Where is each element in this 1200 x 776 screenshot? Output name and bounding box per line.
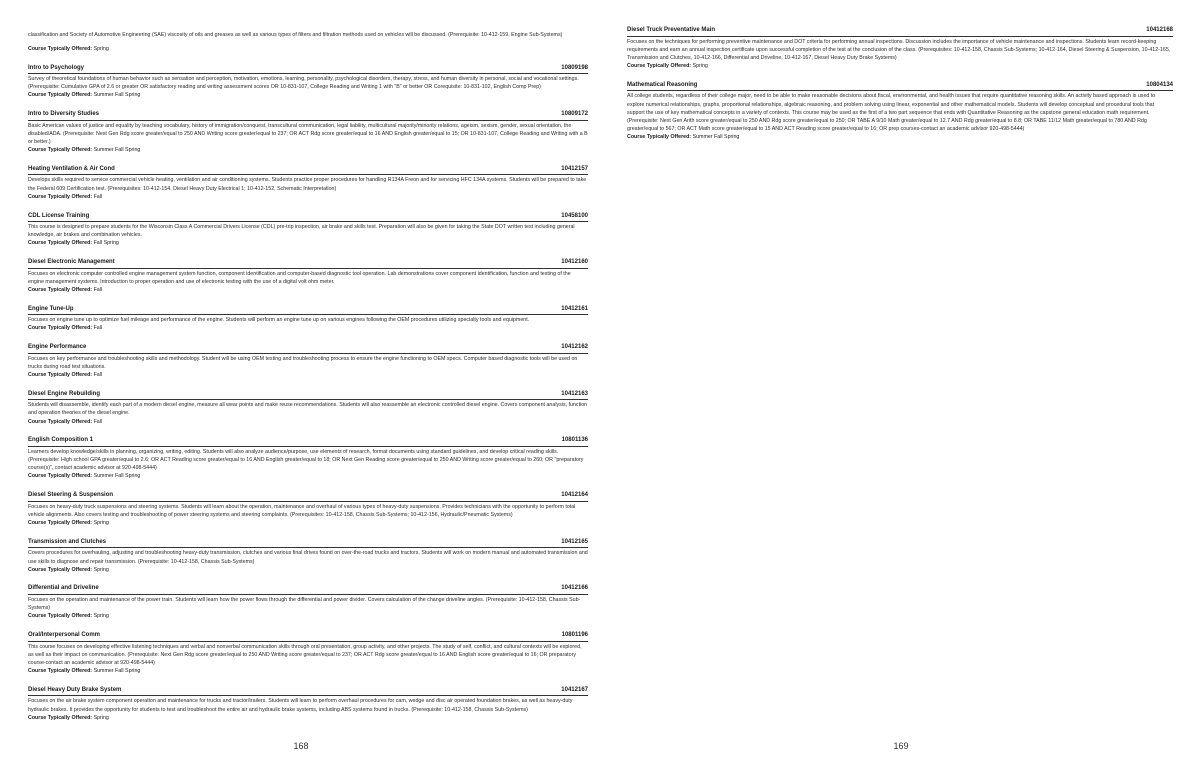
course-code: 10412162 [561, 344, 588, 351]
course-entry [28, 110, 588, 154]
course-offered [28, 472, 588, 480]
course-offered [28, 371, 588, 379]
course-title: Mathematical Reasoning [627, 81, 698, 88]
course-entry [28, 436, 588, 480]
course-offered [28, 91, 588, 99]
course-code: 10412160 [561, 259, 588, 266]
offered-terms: Summer Fall Spring [93, 668, 141, 675]
course-code: 10458100 [561, 212, 588, 219]
course-header [627, 81, 1173, 92]
course-title: Oral/Interpersonal Comm [28, 632, 101, 639]
continued-course [28, 31, 588, 53]
offered-label: Course Typically Offered: [28, 566, 93, 573]
right-course-list [627, 26, 1173, 142]
course-entry [28, 305, 588, 333]
course-offered [28, 667, 588, 675]
course-title: Heating Ventilation & Air Cond [28, 165, 115, 172]
course-description: Focuses on key performance and troubleshooting skills and methodology. Student will be using OEM testing and troubleshooting process to ensure the engine functioning to OEM specs. Computer based diagnostic tools will be used on trucks during road test situations. [28, 355, 578, 370]
course-title: Intro to Psychology [28, 64, 85, 71]
course-code: 10412157 [561, 165, 588, 172]
course-header [28, 390, 588, 401]
course-title: Diesel Steering & Suspension [28, 492, 114, 499]
offered-label: Course Typically Offered: [28, 147, 93, 154]
offered-label: Course Typically Offered: [28, 613, 93, 620]
course-description: This course focuses on developing effective listening techniques and verbal and nonverbal communication skills through oral presentation, group activity, and other projects. The study of self, conflict, and cultural contexts will be explored, as well as their impact on communication. (Prerequisite: Next Gen Rdg score greater/equal to 250 AND Writing score greater/equal to 237; OR ACT Rdg score greater/equal to 16 AND English score greater/equal to 16; OR preparatory course-contact an academic advisor at 920-498-5444) [28, 643, 582, 666]
course-code: 10412163 [561, 390, 588, 397]
course-offered [28, 324, 588, 332]
course-description: This course is designed to prepare students for the Wisconsin Class A Commercial Drivers License (CDL) pre-trip inspection, air brake and skills test. Preparation will also be given for taking the State DOT written test including general knowledge, air brakes and combination vehicles. [28, 224, 575, 239]
offered-label: Course Typically Offered: [28, 287, 93, 294]
course-offered [28, 146, 588, 154]
course-description: Focuses on the air brake system component operation and maintenance for trucks and tractor/trailers. Students will learn to perform overhaul procedures for cam, wedge and disc air operated foundation brakes, as well as heavy-duty hydraulic brakes. It provides the opportunity for students to test and troubleshoot the entire air and hydraulic brake systems, including ABS systems found in trucks. (Prerequisite: 10-412-158, Chassis Sub-Systems) [28, 698, 573, 713]
offered-label: Course Typically Offered: [28, 240, 93, 247]
course-description: Focuses on the techniques for performing preventive maintenance and DOT criteria for performing annual inspections. Discussion includes the importance of vehicle maintenance and inspections. Students learn record-keeping requirements and earn an annual inspection certificate upon successful completion of the test at the conclusion of the class. (Prerequisites: 10-412-158, Chassis Sub-Systems; 10-412-164, Diesel Steering & Suspension, 10-412-165, Transmission and Clutches, 10-412-166, Differential and Driveline, 10-412-167, Diesel Heavy Duty Brake Systems) [627, 38, 1171, 61]
course-title: Engine Tune-Up [28, 305, 74, 312]
course-offered: Course Typically Offered: Spring [28, 45, 109, 52]
offered-terms: Summer Fall Spring [93, 92, 141, 99]
course-code: 10804134 [1146, 81, 1173, 88]
course-entry [28, 631, 588, 675]
course-title: Diesel Heavy Duty Brake System [28, 686, 122, 693]
offered-terms: Spring [93, 566, 109, 573]
course-code: 10809198 [561, 64, 588, 71]
course-description: Survey of theoretical foundations of human behavior such as sensation and perception, motivation, emotions, learning, personality, psychological disorders, therapy, stress, and human diversity in personal, social and vocational settings. (Prerequisite: Cumulative GPA of 2.6 or greater OR satisfactory reading and writing assessment scores OR 10-831-107, College Reading and Writing 1 with "B" or better OR Corequisite: 10-831-102, English Comp Prep) [28, 76, 579, 91]
offered-label: Course Typically Offered: [28, 714, 93, 721]
offered-label: Course Typically Offered: [28, 520, 93, 527]
course-header [28, 436, 588, 447]
course-code: 10801196 [561, 632, 588, 639]
course-header [28, 491, 588, 502]
course-title: Diesel Truck Preventative Main [627, 27, 716, 33]
course-entry [28, 686, 588, 722]
offered-terms: Spring [93, 613, 109, 620]
course-header [28, 165, 588, 176]
course-header [28, 343, 588, 354]
course-description: Focuses on electronic computer controlled engine management system function, component identification and computer-based diagnostic tool operation. Lab demonstrations cover component identification, function and testing of the engine management systems. Introduction to proper operation and use of electronic testing with the use of a digital volt ohm meter. [28, 270, 571, 285]
course-header [28, 686, 588, 697]
right-page [627, 26, 1173, 764]
course-entry [28, 343, 588, 379]
course-title: Engine Performance [28, 344, 87, 351]
course-header [28, 212, 588, 223]
offered-terms: Fall [93, 193, 103, 200]
course-code: 10412161 [561, 305, 588, 312]
course-title: Differential and Driveline [28, 585, 99, 592]
course-title: Intro to Diversity Studies [28, 111, 100, 118]
course-offered [627, 62, 1173, 70]
course-title: CDL License Training [28, 212, 90, 219]
offered-label: Course Typically Offered: [28, 372, 93, 379]
course-entry [28, 165, 588, 201]
course-description: All college students, regardless of their college major, need to be able to make reasonable decisions about fiscal, environmental, and health issues that require quantitative reasoning skills. An activity based approach is used to explore numerical relationships, graphs, proportional relationships, algebraic reasoning, and problem solving using linear, exponential and other mathematical models. Students will develop conceptual and procedural tools that support the use of key mathematical concepts in a variety of contexts. This course may be used as the first of a two part sequence that ends with Quantitative Reasoning as the capstone general education math requirement. (Prerequisite: Next Gen Arith score greater/equal to 250 AND Rdg score greater/equal to 250; OR TABE A 9/10 Math greater/equal to 12.7 AND Rdg greater/equal to 8.8; OR TABE 11/12 Math greater/equal to 780 AND Rdg greater/equal to 567; OR ACT Math score greater/equal to 15 AND ACT Reading score greater/equal to 16; OR prep courses-contact an academic advisor 920-498-5444) [627, 93, 1156, 133]
course-description: Develops skills required to service commercial vehicle heating, ventilation and air conditioning systems. Students practice proper procedures for handling R134A Freon and for servicing HFC 134A systems. Students will be prepared to take the Federal 609 Certification test. (Prerequisites: 10-412-154, Diesel Heavy Duty Electrical 1; 10-412-152, Schematic Interpretation) [28, 177, 587, 192]
course-code: 10809172 [561, 111, 588, 118]
course-entry [627, 26, 1173, 70]
offered-terms: Fall [93, 287, 103, 294]
course-description: Basic American values of justice and equality by teaching vocabulary, history of immigration/conquest, transcultural communication, legal liability, multicultural majority/minority relations, ageism, sexism, gender, sexual orientation, the disabled/ADA. (Prerequisite: Next Gen Rdg score greater/equal to 250 AND Writing score greater/equal to 237; OR ACT Rdg score greater/equal to 16 AND English greater/equal to 15; OR 10-831-107, College Reading and Writing with a B or better.) [28, 122, 588, 146]
course-description: Covers procedures for overhauling, adjusting and troubleshooting heavy-duty transmission, clutches and various final drives found on over-the-road trucks and tractors. Students will work on modern manual and automated transmission and use skills to diagnose and repair transmission. (Prerequisite: 10-412-158, Chassis Sub-Systems) [28, 550, 588, 565]
offered-label: Course Typically Offered: [28, 418, 93, 425]
offered-terms: Summer Fall Spring [93, 147, 141, 154]
page-number: 168 [293, 741, 309, 751]
course-offered [28, 193, 588, 201]
course-offered [627, 133, 1173, 141]
course-entry [28, 390, 588, 426]
course-header [28, 64, 588, 75]
offered-terms: Spring [692, 63, 708, 70]
course-entry [28, 584, 588, 620]
offered-label: Course Typically Offered: [28, 92, 93, 99]
offered-terms: Fall [93, 372, 103, 379]
course-title: Diesel Electronic Management [28, 259, 115, 266]
course-header [28, 110, 588, 121]
continued-text: classification and Society of Automotive Engineering (SAE) viscosity of oils and greases as well as various types of filters and filtration methods used on vehicles will be discussed. (Prerequisite: 10-412-159, Engine Sub-Systems) [28, 32, 563, 39]
course-description: Focuses on heavy-duty truck suspensions and steering systems. Students will learn about the operation, maintenance and overhaul of various types of heavy-duty suspensions. Provides technicians with the opportunity to perform total vehicle alignments. Also covers testing and troubleshooting of power steering systems and steering complaints. (Prerequisites: 10-412-158, Chassis Sub-Systems; 10-412-156, Hydraulic/Pneumatic Systems) [28, 503, 576, 518]
page-number: 169 [893, 741, 909, 751]
course-offered [28, 418, 588, 426]
course-header [28, 305, 588, 316]
offered-label: Course Typically Offered: [28, 193, 93, 200]
course-title: Diesel Engine Rebuilding [28, 390, 101, 397]
offered-label: Course Typically Offered: [28, 325, 93, 332]
offered-label: Course Typically Offered: [627, 134, 692, 141]
course-code: 10412164 [561, 492, 588, 499]
course-code: 10412168 [1146, 27, 1173, 33]
course-code: 10412167 [561, 686, 588, 693]
course-entry [28, 491, 588, 527]
offered-terms: Fall [93, 418, 103, 425]
course-header [627, 26, 1173, 37]
course-offered [28, 566, 588, 574]
course-header [28, 538, 588, 549]
course-header [28, 258, 588, 269]
course-entry [627, 81, 1173, 142]
course-offered [28, 519, 588, 527]
course-offered [28, 286, 588, 294]
course-entry [28, 212, 588, 248]
offered-terms: Spring [93, 520, 109, 527]
course-title: English Composition 1 [28, 437, 94, 444]
course-offered [28, 714, 588, 722]
course-description: Students will disassemble, identify each part of a modern diesel engine, measure all wear points and make reuse recommendations. Students will also reassemble an electronic controlled diesel engine. Covers component analysis, function and operation theories of the diesel engine. [28, 402, 588, 417]
offered-label: Course Typically Offered: [28, 473, 93, 480]
offered-terms: Summer Fall Spring [93, 473, 141, 480]
course-description: Learners develop knowledge/skills in planning, organizing, writing, editing. Students will also analyze audience/purpose, use elements of research, format documents using standard guidelines, and develop critical reading skills. (Prerequisite: High school GPA greater/equal to 2.6; OR ACT Reading score greater/equal to 16 AND English greater/equal to 18; OR Next Gen Reading score greater/equal to 250 AND Writing score greater/equal to 260; OR "preparatory course(s)", contact academic advisor at 920-498-5444) [28, 448, 584, 472]
offered-terms: Fall [93, 325, 103, 332]
course-entry [28, 538, 588, 574]
offered-terms: Fall Spring [93, 240, 119, 247]
course-code: 10801136 [561, 437, 588, 444]
course-code: 10412165 [561, 538, 588, 545]
course-code: 10412166 [561, 585, 588, 592]
offered-terms: Spring [93, 714, 109, 721]
offered-label: Course Typically Offered: [627, 63, 692, 70]
course-header [28, 584, 588, 595]
course-header [28, 631, 588, 642]
course-offered [28, 239, 588, 247]
offered-terms: Summer Fall Spring [692, 134, 740, 141]
course-description: Focuses on engine tune up to optimize fuel mileage and performance of the engine. Students will perform an engine tune up on various engines following the OEM procedures utilizing specialty tools and equipment. [28, 317, 530, 324]
course-entry [28, 64, 588, 100]
offered-label: Course Typically Offered: [28, 668, 93, 675]
left-page [28, 26, 588, 764]
course-offered [28, 612, 588, 620]
course-title: Transmission and Clutches [28, 538, 107, 545]
course-description: Focuses on the operation and maintenance of the power train. Students will learn how the power flows through the differential and power divider. Covers calculation of the change driveline angles. (Prerequisite: 10-412-158, Chassis Sub-Systems) [28, 596, 581, 612]
course-entry [28, 258, 588, 294]
left-course-list [28, 64, 588, 722]
